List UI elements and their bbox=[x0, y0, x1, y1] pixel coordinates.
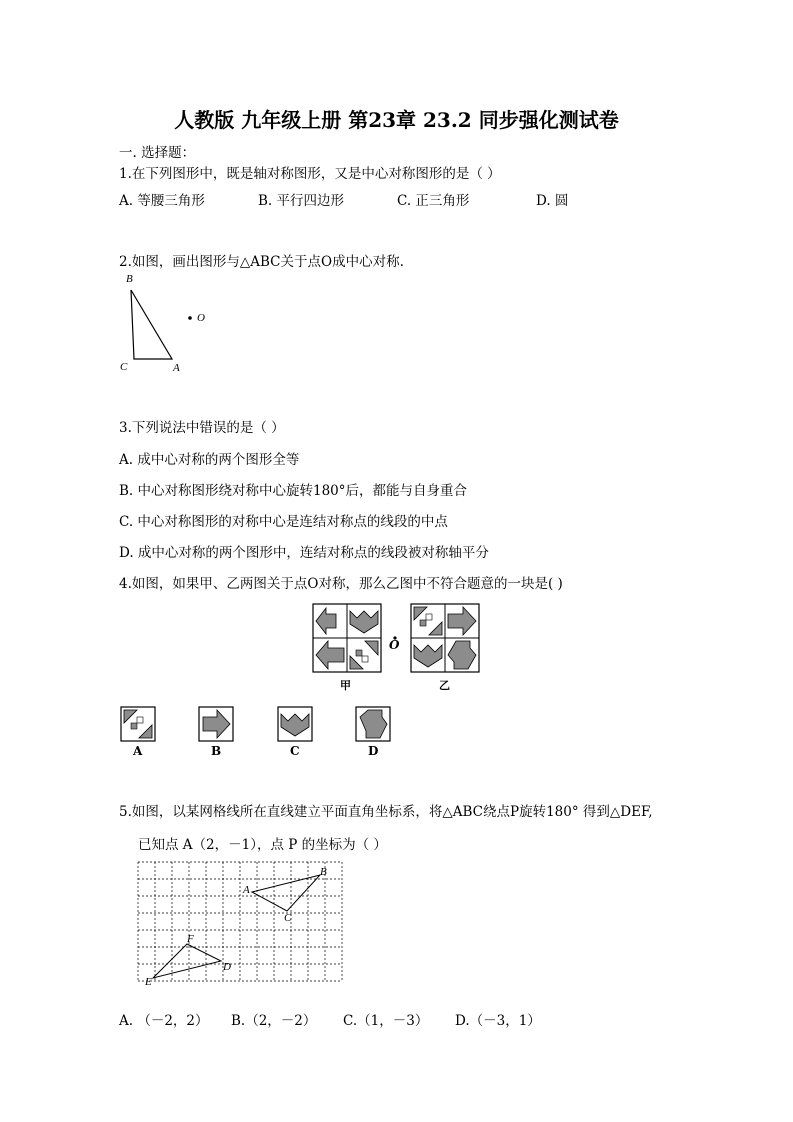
q4-choice-b-label: B bbox=[211, 744, 222, 758]
q1-option-b: B. 平行四边形 bbox=[258, 193, 345, 209]
q5-option-d: D.（－3，1） bbox=[455, 1013, 541, 1029]
q3-option-a: A. 成中心对称的两个图形全等 bbox=[119, 452, 300, 468]
q5-stem-line2: 已知点 A（2，－1），点 P 的坐标为（ ） bbox=[138, 837, 387, 853]
q5-option-c: C.（1，－3） bbox=[343, 1013, 429, 1029]
q4-stem: 4.如图，如果甲、乙两图关于点O对称，那么乙图中不符合题意的一块是( ) bbox=[119, 576, 563, 592]
dashed-grid bbox=[138, 862, 342, 981]
q4-center-label: O bbox=[389, 638, 400, 652]
q4-choice-a-label: A bbox=[133, 744, 143, 758]
triangle-abc bbox=[252, 875, 320, 911]
q2-label-b: B bbox=[126, 273, 133, 285]
q1-option-d: D. 圆 bbox=[536, 193, 569, 209]
q2-label-c: C bbox=[120, 361, 128, 373]
page-title: 人教版 九年级上册 第23章 23.2 同步强化测试卷 bbox=[174, 108, 619, 132]
q5-label-c: C bbox=[284, 912, 292, 924]
q3-option-c: C. 中心对称图形的对称中心是连结对称点的线段的中点 bbox=[119, 514, 448, 530]
q5-option-a: A. （－2，2） bbox=[119, 1013, 209, 1029]
q5-option-b: B.（2，－2） bbox=[231, 1013, 317, 1029]
q3-option-d: D. 成中心对称的两个图形中，连结对称点的线段被对称轴平分 bbox=[119, 545, 489, 561]
section-heading: 一. 选择题： bbox=[119, 145, 196, 161]
q4-label-yi: 乙 bbox=[439, 679, 450, 692]
q2-stem: 2.如图，画出图形与△ABC关于点O成中心对称. bbox=[119, 254, 404, 270]
q4-choice-c-label: C bbox=[290, 744, 300, 758]
q5-label-b: B bbox=[320, 866, 327, 878]
q5-label-a: A bbox=[243, 884, 250, 896]
q5-label-f: F bbox=[187, 933, 194, 945]
q5-stem-line1: 5.如图，以某网格线所在直线建立平面直角坐标系，将△ABC绕点P旋转180° 得到△DEF, bbox=[119, 804, 653, 820]
q4-label-jia: 甲 bbox=[340, 679, 351, 692]
q5-label-e: E bbox=[145, 976, 152, 988]
q5-label-d: D bbox=[223, 961, 231, 973]
q1-option-a: A. 等腰三角形 bbox=[119, 193, 205, 209]
q1-option-c: C. 正三角形 bbox=[397, 193, 470, 209]
triangle-def bbox=[153, 944, 221, 978]
q4-choice-d-label: D bbox=[368, 744, 379, 758]
q2-label-a: A bbox=[173, 362, 180, 374]
q3-option-b: B. 中心对称图形绕对称中心旋转180°后，都能与自身重合 bbox=[119, 483, 468, 499]
q2-label-o: O bbox=[197, 312, 205, 324]
q3-stem: 3.下列说法中错误的是（ ） bbox=[119, 420, 285, 436]
q1-stem: 1.在下列图形中，既是轴对称图形，又是中心对称图形的是（ ） bbox=[119, 166, 501, 182]
